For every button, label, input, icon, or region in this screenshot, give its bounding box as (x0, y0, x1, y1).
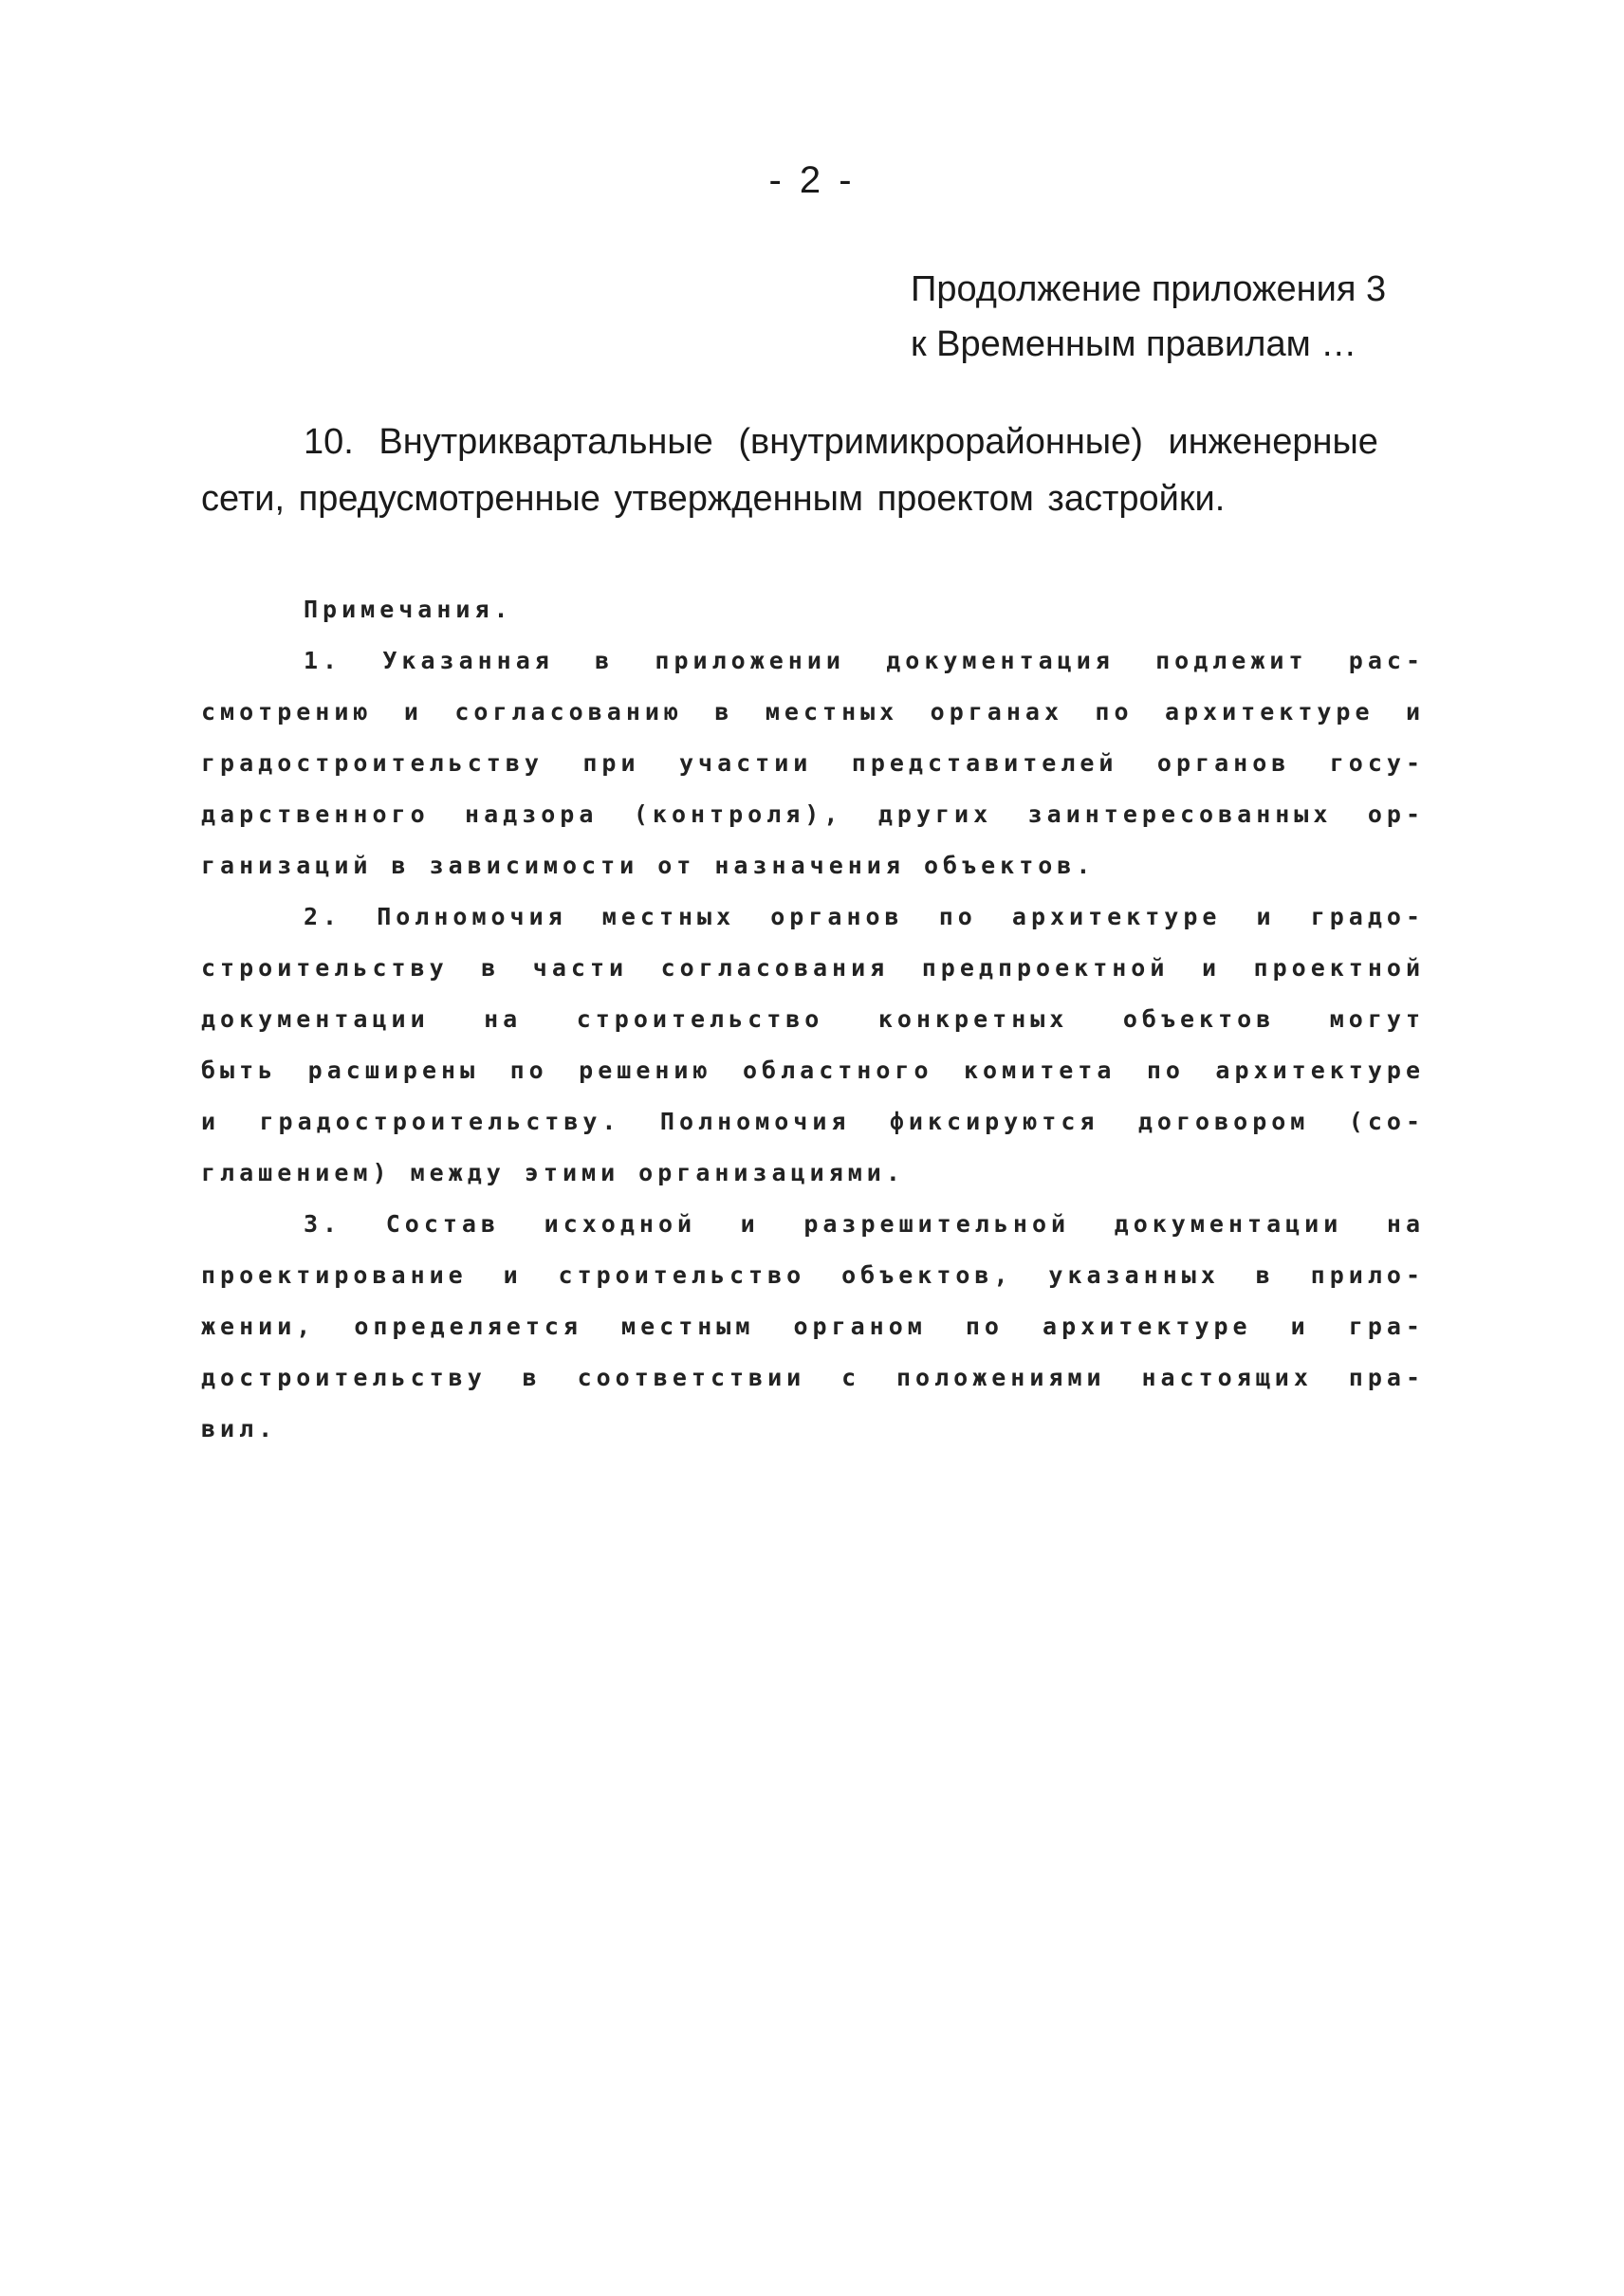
appendix-heading-line-2: к Временным правилам … (911, 324, 1357, 364)
appendix-heading-line-1: Продолжение приложения 3 (911, 269, 1387, 309)
page-number: - 2 - (768, 159, 856, 201)
notes-section (201, 584, 1425, 1455)
note-line: 2. Полномочия местных органов по архитектуре и градо- (304, 903, 1425, 930)
note-line: проектирование и строительство объектов, указанных в прило- (201, 1261, 1425, 1289)
note-line: дарственного надзора (контроля), других заинтересованных ор- (201, 800, 1425, 828)
notes-title: Примечания. (304, 596, 513, 623)
note-line: ганизаций в зависимости от назначения объектов. (201, 852, 1096, 879)
item-10-line-1: 10. Внутриквартальные (внутримикрорайонные) инженерные (304, 422, 1378, 462)
note-line: глашением) между этими организациями. (201, 1159, 905, 1186)
note-line: смотрению и согласованию в местных органах по архитектуре и (201, 698, 1425, 726)
note-3 (201, 1199, 1425, 1455)
note-line: достроительству в соответствии с положениями настоящих пра- (201, 1364, 1425, 1391)
note-line: 3. Состав исходной и разрешительной документации на (304, 1210, 1425, 1238)
appendix-heading (911, 262, 1386, 372)
note-line: документации на строительство конкретных объектов могут (201, 1005, 1425, 1033)
note-line: 1. Указанная в приложении документация подлежит рас- (304, 647, 1425, 674)
note-1 (201, 635, 1425, 891)
note-line: градостроительству при участии представителей органов госу- (201, 749, 1425, 777)
item-10-paragraph (201, 413, 1425, 527)
note-line: вил. (201, 1415, 278, 1442)
note-2 (201, 891, 1425, 1199)
note-line: строительству в части согласования предпроектной и проектной (201, 954, 1425, 982)
note-line: быть расширены по решению областного комитета по архитектуре (201, 1056, 1425, 1084)
note-line: и градостроительству. Полномочия фиксируются договором (со- (201, 1108, 1425, 1135)
item-10-line-2: сети, предусмотренные утвержденным проектом застройки. (201, 479, 1226, 519)
note-line: жении, определяется местным органом по архитектуре и гра- (201, 1313, 1425, 1340)
